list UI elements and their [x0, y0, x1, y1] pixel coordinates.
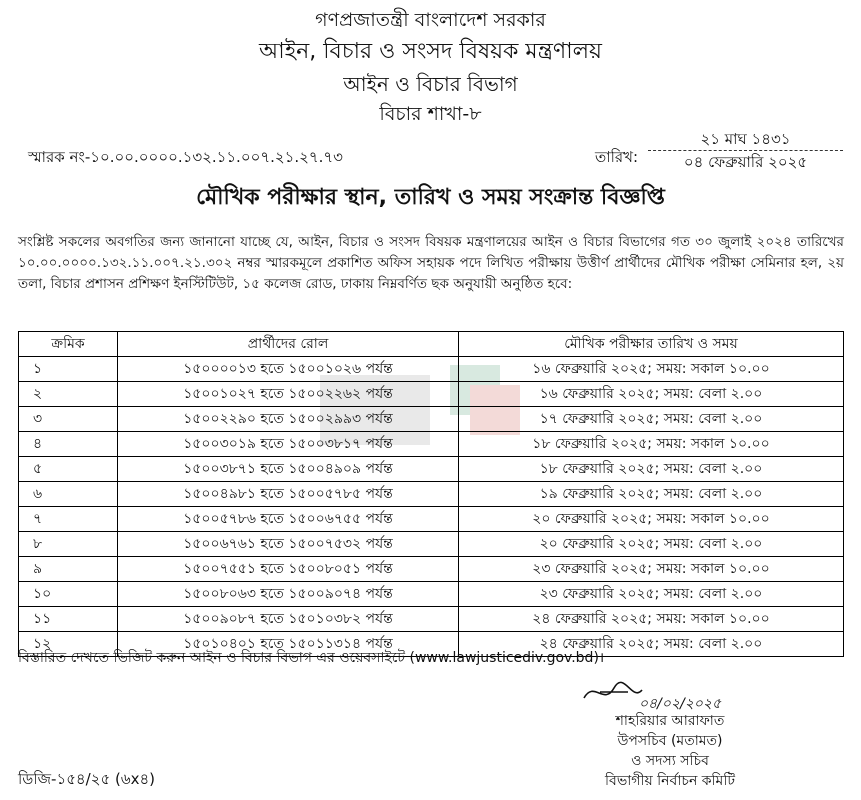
roll-cell: ১৫০০১০২৭ হতে ১৫০০২২৬২ পর্যন্ত — [118, 382, 459, 407]
datetime-cell: ২৪ ফেব্রুয়ারি ২০২৫; সময়: সকাল ১০.০০ — [459, 607, 844, 632]
roll-cell: ১৫০১০৪০১ হতে ১৫০১১৩১৪ পর্যন্ত — [118, 632, 459, 657]
table-row — [19, 557, 844, 582]
datetime-cell: ১৭ ফেব্রুয়ারি ২০২৫; সময়: বেলা ২.০০ — [459, 407, 844, 432]
serial-cell: ১০ — [19, 582, 118, 607]
datetime-cell: ২৪ ফেব্রুয়ারি ২০২৫; সময়: বেলা ২.০০ — [459, 632, 844, 657]
serial-cell: ৮ — [19, 532, 118, 557]
table-row — [19, 382, 844, 407]
serial-cell: ১ — [19, 357, 118, 382]
memo-number: স্মারক নং-১০.০০.০০০০.১৩২.১১.০০৭.২১.২৭.৭৩ — [28, 148, 343, 166]
committee-name: বিভাগীয় নির্বাচন কমিটি — [605, 773, 735, 789]
signed-date: ০৪/০২/২০২৫ — [638, 696, 722, 712]
datetime-cell: ১৮ ফেব্রুয়ারি ২০২৫; সময়: বেলা ২.০০ — [459, 457, 844, 482]
notice-title: মৌখিক পরীক্ষার স্থান, তারিখ ও সময় সংক্রান্ত বিজ্ঞপ্তি — [196, 185, 665, 210]
table-row — [19, 582, 844, 607]
notice-paragraph: সংশ্লিষ্ট সকলের অবগতির জন্য জানানো যাচ্ছে যে, আইন, বিচার ও সংসদ বিষয়ক মন্ত্রণালয়ের আইন ও বিচার বিভাগের গত ৩০ জুলাই ২০২৪ তারিখের ১০.০০.০০০০.১৩২.১১.০০৭.২১.৩০২ নম্বর স্মারকমূলে প্রকাশিত অফিস সহায়ক পদে লিখিত পরীক্ষায় উত্তীর্ণ প্রার্থীদের মৌখিক পরীক্ষা সেমিনার হল, ২য় তলা, বিচার প্রশাসন প্রশিক্ষণ ইনস্টিটিউট, ১৫ কলেজ রোড, ঢাকায় নিম্নবর্ণিত ছক অনুযায়ী অনুষ্ঠিত হবে: — [18, 234, 844, 292]
serial-cell: ৪ — [19, 432, 118, 457]
table-row — [19, 507, 844, 532]
table-row — [19, 357, 844, 382]
table-header-row — [19, 332, 844, 357]
roll-cell: ১৫০০০০১৩ হতে ১৫০০১০২৬ পর্যন্ত — [118, 357, 459, 382]
signer-name: শাহরিয়ার আরাফাত — [615, 713, 725, 729]
datetime-cell: ১৯ ফেব্রুয়ারি ২০২৫; সময়: বেলা ২.০০ — [459, 482, 844, 507]
table-row — [19, 607, 844, 632]
roll-cell: ১৫০০৬৭৬১ হতে ১৫০০৭৫৩২ পর্যন্ত — [118, 532, 459, 557]
website-note: বিস্তারিত দেখতে ভিজিট করুন আইন ও বিচার বিভাগ এর ওয়েবসাইটে (www.lawjusticediv.gov.bd)। — [18, 650, 605, 666]
table-row — [19, 532, 844, 557]
serial-cell: ৩ — [19, 407, 118, 432]
roll-cell: ১৫০০৭৫৫১ হতে ১৫০০৮০৫১ পর্যন্ত — [118, 557, 459, 582]
datetime-cell: ২০ ফেব্রুয়ারি ২০২৫; সময়: বেলা ২.০০ — [459, 532, 844, 557]
roll-cell: ১৫০০৩০১৯ হতে ১৫০০৩৮১৭ পর্যন্ত — [118, 432, 459, 457]
table-row — [19, 457, 844, 482]
datetime-cell: ২৩ ফেব্রুয়ারি ২০২৫; সময়: বেলা ২.০০ — [459, 582, 844, 607]
roll-cell: ১৫০০৩৮৭১ হতে ১৫০০৪৯০৯ পর্যন্ত — [118, 457, 459, 482]
header-roll: প্রার্থীদের রোল — [118, 332, 459, 357]
date-bangla: ২১ মাঘ ১৪৩১ — [648, 128, 843, 151]
date-label: তারিখ: — [595, 148, 639, 166]
serial-cell: ১১ — [19, 607, 118, 632]
table-row — [19, 432, 844, 457]
serial-cell: ৫ — [19, 457, 118, 482]
header-serial: ক্রমিক — [19, 332, 118, 357]
roll-cell: ১৫০০৯০৮৭ হতে ১৫০১০৩৮২ পর্যন্ত — [118, 607, 459, 632]
serial-cell: ২ — [19, 382, 118, 407]
datetime-cell: ১৮ ফেব্রুয়ারি ২০২৫; সময়: সকাল ১০.০০ — [459, 432, 844, 457]
serial-cell: ৬ — [19, 482, 118, 507]
table-row — [19, 407, 844, 432]
datetime-cell: ২৩ ফেব্রুয়ারি ২০২৫; সময়: সকাল ১০.০০ — [459, 557, 844, 582]
ministry-title: আইন, বিচার ও সংসদ বিষয়ক মন্ত্রণালয় — [259, 39, 602, 64]
roll-cell: ১৫০০২২৯০ হতে ১৫০০২৯৯৩ পর্যন্ত — [118, 407, 459, 432]
serial-cell: ১২ — [19, 632, 118, 657]
datetime-cell: ১৬ ফেব্রুয়ারি ২০২৫; সময়: সকাল ১০.০০ — [459, 357, 844, 382]
schedule-table — [18, 331, 844, 657]
signer-designation: উপসচিব (মতামত) — [617, 733, 723, 749]
datetime-cell: ১৬ ফেব্রুয়ারি ২০২৫; সময়: বেলা ২.০০ — [459, 382, 844, 407]
datetime-cell: ২০ ফেব্রুয়ারি ২০২৫; সময়: সকাল ১০.০০ — [459, 507, 844, 532]
date-box — [648, 128, 843, 173]
roll-cell: ১৫০০৮০৬৩ হতে ১৫০০৯০৭৪ পর্যন্ত — [118, 582, 459, 607]
serial-cell: ৯ — [19, 557, 118, 582]
division-title: আইন ও বিচার বিভাগ — [343, 72, 518, 96]
branch-title: বিচার শাখা-৮ — [379, 103, 482, 125]
roll-cell: ১৫০০৪৯৮১ হতে ১৫০০৫৭৮৫ পর্যন্ত — [118, 482, 459, 507]
roll-cell: ১৫০০৫৭৮৬ হতে ১৫০০৬৭৫৫ পর্যন্ত — [118, 507, 459, 532]
date-gregorian: ০৪ ফেব্রুয়ারি ২০২৫ — [683, 153, 808, 171]
table-row — [19, 482, 844, 507]
serial-cell: ৭ — [19, 507, 118, 532]
signer-role: ও সদস্য সচিব — [631, 753, 709, 769]
govt-title: গণপ্রজাতন্ত্রী বাংলাদেশ সরকার — [315, 9, 546, 31]
footer-code: ডিজি-১৫৪/২৫ (৬x৪) — [18, 770, 156, 788]
header-date-time: মৌখিক পরীক্ষার তারিখ ও সময় — [459, 332, 844, 357]
